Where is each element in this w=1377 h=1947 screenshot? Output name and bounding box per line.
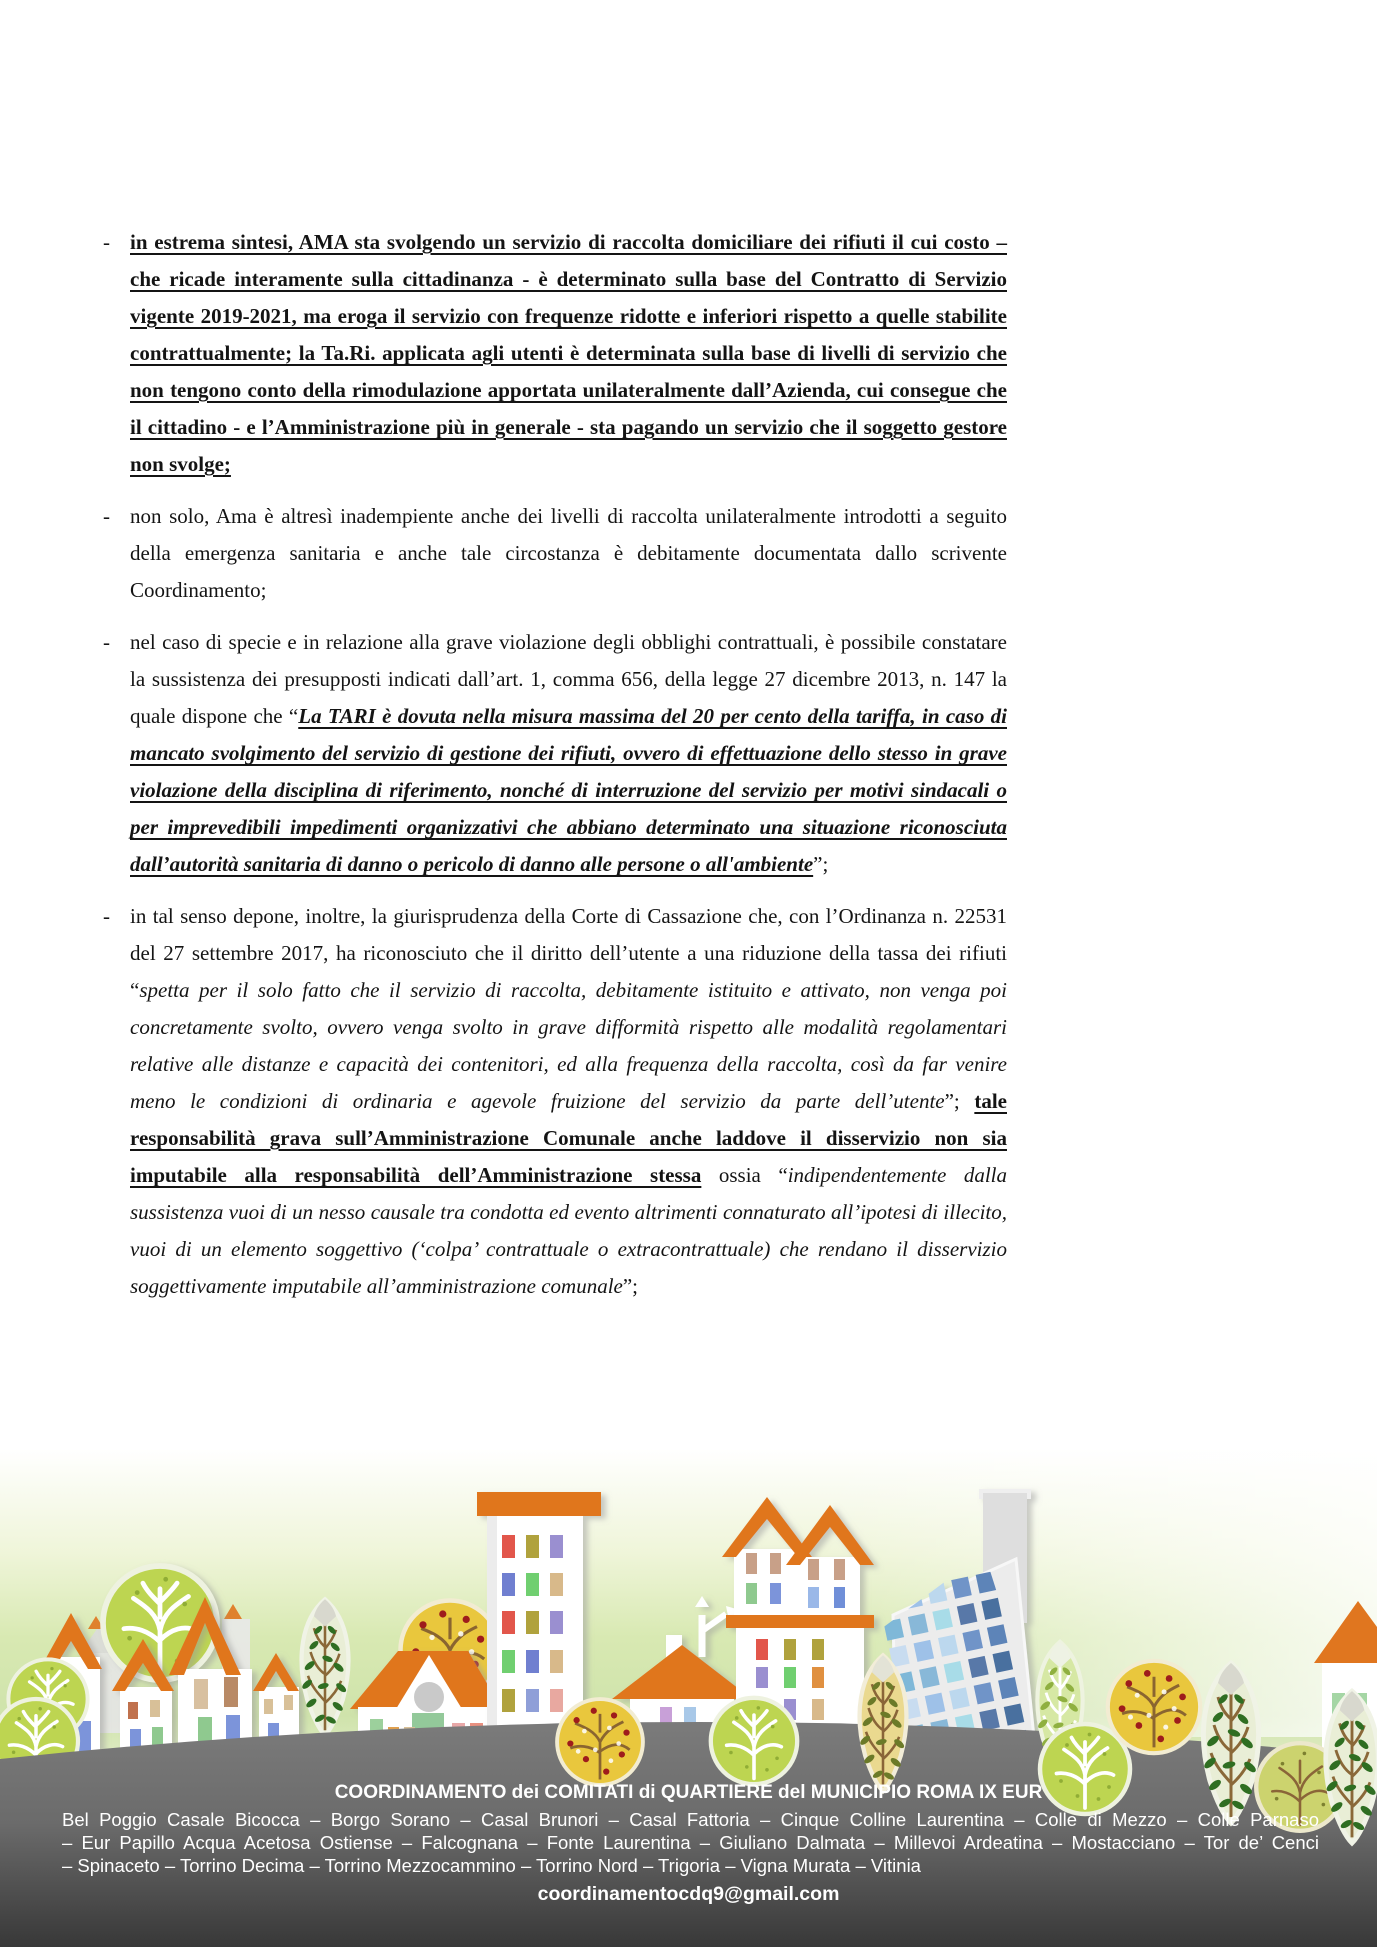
bullet-text xyxy=(130,624,1007,883)
text-run: ”; xyxy=(622,1274,638,1298)
bullet-dash: - xyxy=(103,504,110,528)
footer-title: COORDINAMENTO dei COMITATI di QUARTIERE del MUNICIPIO ROMA IX EUR xyxy=(334,1782,1043,1803)
footer-districts-line-3: – Spinaceto – Torrino Decima – Torrino Mezzocammino – Torrino Nord – Trigoria – Vigna Murata – Vitinia xyxy=(62,1855,921,1876)
footer-districts-line-1: Bel Poggio Casale Bicocca – Borgo Sorano – Casal Brunori – Casal Fattoria – Cinque Colline Laurentina – Colle di Mezzo – Colle Parnaso xyxy=(62,1809,1319,1830)
tree-graphic xyxy=(557,1699,643,1785)
bullet-item xyxy=(103,898,1007,1305)
text-run: ”; xyxy=(813,852,829,876)
text-run: spetta per il solo fatto che il servizio di raccolta, debitamente istituito e attivato, non venga poi concretamente svolto, ovvero venga svolto in grave difformità rispetto alle modalità regolamentari relative alle distanze e capacità dei contenitori, ed alla frequenza della raccolta, così da far venire meno le condizioni di ordinaria e agevole fruizione del servizio da parte dell’utente xyxy=(130,978,1007,1113)
bullet-dash: - xyxy=(103,904,110,928)
bullet-text xyxy=(130,224,1007,483)
bullet-dash: - xyxy=(103,230,110,254)
tree-graphic xyxy=(711,1698,797,1784)
footer-email: coordinamentocdq9@gmail.com xyxy=(537,1883,840,1905)
document-body xyxy=(103,0,1007,1320)
text-run: in tal senso depone, inoltre, la giurisprudenza della Corte di Cassazione che, con l’Ordinanza n. 22531 del 27 settembre 2017, ha riconosciuto che il diritto dell’utente a una riduzione della tassa dei rifiuti “ xyxy=(130,904,1007,1002)
bullet-dash: - xyxy=(103,630,110,654)
bullet-text xyxy=(130,898,1007,1305)
bullet-text xyxy=(130,498,1007,609)
text-run: indipendentemente dalla sussistenza vuoi di un nesso causale tra condotta ed evento altrimenti connaturato all’ipotesi di illecito, vuoi di un elemento soggettivo (‘colpa’ contrattuale o extracontrattuale) che rendano il disservizio soggettivamente imputabile all’amministrazione comunale xyxy=(130,1163,1008,1298)
bullet-item xyxy=(103,498,1007,609)
tree-graphic xyxy=(1108,1661,1200,1753)
bullet-item xyxy=(103,224,1007,483)
bullet-item xyxy=(103,624,1007,883)
text-run: in estrema sintesi, AMA sta svolgendo un servizio di raccolta domiciliare dei rifiuti il cui costo – che ricade interamente sulla cittadinanza - è determinato sulla base del Contratto di Servizio vigente 2019-2021, ma eroga il servizio con frequenze ridotte e inferiori rispetto a quelle stabilite contrattualmente; la Ta.Ri. applicata agli utenti è determinata sulla base di livelli di servizio che non tengono conto della rimodulazione apportata unilateralmente dall’Azienda, cui consegue che il cittadino - e l’Amministrazione più in generale - sta pagando un servizio che il soggetto gestore non svolge; xyxy=(130,230,1007,476)
text-run: nel caso di specie e in relazione alla grave violazione degli obblighi contrattuali, è possibile constatare la sussistenza dei presupposti indicati dall’art. 1, comma 656, della legge 27 dicembre 2013, n. 147 la quale dispone che “ xyxy=(130,630,1007,728)
text-run: La TARI è dovuta nella misura massima del 20 per cento della tariffa, in caso di mancato svolgimento del servizio di gestione dei rifiuti, ovvero di effettuazione dello stesso in grave violazione della disciplina di riferimento, nonché di interruzione del servizio per motivi sindacali o per imprevedibili impedimenti organizzativi che abbiano determinato una situazione riconosciuta dall’autorità sanitaria di danno o pericolo di danno alle persone o all'ambiente xyxy=(130,704,1007,876)
text-run: ossia “ xyxy=(701,1163,788,1187)
text-run: ”; xyxy=(944,1089,975,1113)
text-run: tale responsabilità grava sull’Amministrazione Comunale anche laddove il disservizio non sia imputabile alla responsabilità dell’Amministrazione stessa xyxy=(130,1089,1007,1187)
text-run: non solo, Ama è altresì inadempiente anche dei livelli di raccolta unilateralmente introdotti a seguito della emergenza sanitaria e anche tale circostanza è debitamente documentata dallo scrivente Coordinamento; xyxy=(130,504,1007,602)
footer-districts-line-2: – Eur Papillo Acqua Acetosa Ostiense – Falcognana – Fonte Laurentina – Giuliano Dalmata – Millevoi Ardeatina – Mostacciano – Tor de’ Cenci xyxy=(62,1832,1319,1853)
